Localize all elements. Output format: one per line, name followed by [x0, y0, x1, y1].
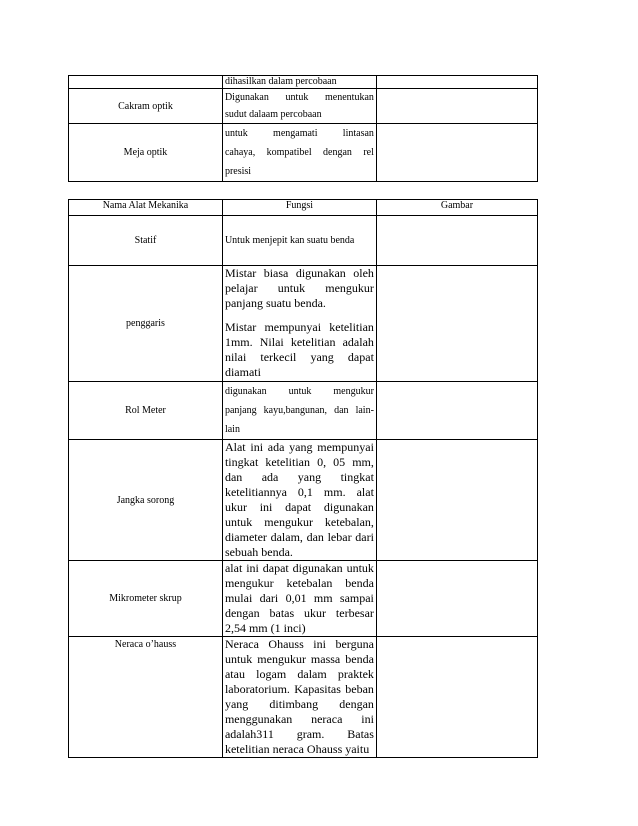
fungsi-paragraph: Mistar biasa digunakan oleh pelajar untuk mengukur panjang suatu benda. — [224, 266, 374, 310]
fungsi-text: Untuk menjepit kan suatu benda — [224, 235, 355, 246]
name-cell — [69, 561, 223, 637]
fungsi-text: Alat ini ada yang mempunyai tingkat ketelitian 0, 05 mm, dan ada yang tingkat ketelitiannya 0,1 mm. alat ukur ini dapat digunakan untuk mengukur ketebalan, diameter dalam, dan lebar dari sebuah benda. — [224, 440, 374, 559]
table-row — [69, 637, 538, 758]
gambar-cell — [376, 76, 537, 89]
fungsi-cell — [222, 382, 376, 440]
table-row — [69, 440, 538, 561]
fungsi-paragraph: Mistar mempunyai ketelitian 1mm. Nilai ketelitian adalah nilai terkecil yang dapat diamati — [224, 320, 374, 379]
table-row — [69, 216, 538, 266]
name-cell — [69, 382, 223, 440]
name-text: Meja optik — [123, 147, 168, 158]
fungsi-cell — [222, 216, 376, 266]
fungsi-line: untuk mengamati lintasan — [224, 128, 374, 139]
gambar-cell — [376, 89, 537, 124]
name-cell — [69, 637, 223, 758]
fungsi-line: cahaya, kompatibel dengan rel — [224, 147, 374, 158]
top-equipment-table — [68, 75, 538, 182]
table-row — [69, 266, 538, 382]
header-row — [69, 200, 538, 216]
fungsi-line: sudut dalaam percobaan — [224, 109, 322, 120]
name-cell — [69, 440, 223, 561]
fungsi-line: panjang kayu,bangunan, dan lain- — [224, 405, 374, 416]
name-text: Mikrometer skrup — [109, 593, 182, 604]
fungsi-text: dihasilkan dalam percobaan — [224, 76, 337, 87]
fungsi-cell — [222, 440, 376, 561]
gambar-cell — [376, 440, 537, 561]
header-fungsi: Fungsi — [222, 200, 376, 216]
table-row — [69, 124, 538, 182]
name-text: Statif — [134, 235, 157, 246]
fungsi-cell — [222, 89, 376, 124]
gambar-cell — [376, 216, 537, 266]
fungsi-text: Neraca Ohauss ini berguna untuk mengukur massa benda atau logam dalam praktek laboratorium. Kapasitas beban yang ditimbang dengan menggunakan neraca ini adalah311 gram. Batas ketelitian neraca Ohauss yaitu — [224, 637, 374, 756]
mechanics-tools-table — [68, 199, 538, 758]
name-text: Jangka sorong — [116, 494, 175, 506]
fungsi-cell — [222, 124, 376, 182]
table-row — [69, 561, 538, 637]
name-text: Rol Meter — [125, 405, 166, 416]
name-text: penggaris — [126, 318, 165, 329]
header-gambar: Gambar — [376, 200, 537, 216]
name-text: Neraca o’hauss — [114, 639, 177, 650]
gambar-cell — [376, 124, 537, 182]
name-cell — [69, 89, 223, 124]
header-nama-alat: Nama Alat Mekanika — [69, 200, 223, 216]
gambar-cell — [376, 266, 537, 382]
fungsi-text: alat ini dapat digunakan untuk mengukur ketebalan benda mulai dari 0,01 mm sampai dengan batas ukur terbesar 2,54 mm (1 inci) — [224, 561, 374, 635]
name-text: Cakram optik — [118, 100, 173, 112]
gambar-cell — [376, 382, 537, 440]
table-row — [69, 76, 538, 89]
name-cell — [69, 124, 223, 182]
fungsi-cell — [222, 76, 376, 89]
gambar-cell — [376, 561, 537, 637]
fungsi-cell — [222, 266, 376, 382]
fungsi-line: Digunakan untuk menentukan — [224, 92, 374, 103]
name-cell — [69, 76, 223, 89]
fungsi-cell — [222, 561, 376, 637]
fungsi-line: digunakan untuk mengukur — [224, 386, 374, 397]
name-cell — [69, 266, 223, 382]
gambar-cell — [376, 637, 537, 758]
fungsi-line: presisi — [224, 166, 252, 177]
fungsi-line: lain — [224, 424, 240, 435]
table-row — [69, 382, 538, 440]
fungsi-cell — [222, 637, 376, 758]
table-row — [69, 89, 538, 124]
name-cell — [69, 216, 223, 266]
